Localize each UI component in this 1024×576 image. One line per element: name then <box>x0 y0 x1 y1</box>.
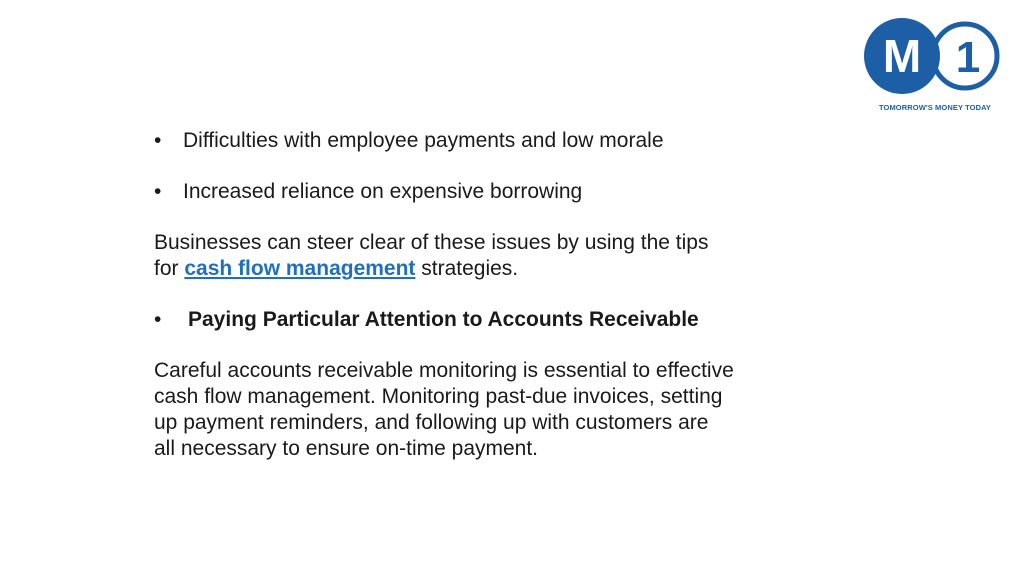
section-heading: Paying Particular Attention to Accounts Receivable <box>188 308 699 331</box>
paragraph-line: cash flow management. Monitoring past-due invoices, setting <box>154 385 723 408</box>
bullet-heading-accounts-receivable <box>154 307 834 333</box>
slide-content <box>154 128 834 462</box>
bullet-item-employee-payments <box>154 128 834 154</box>
bullet-dot: • <box>154 129 162 152</box>
paragraph-tips <box>154 230 834 282</box>
m1-logo <box>862 14 1008 118</box>
paragraph-line: all necessary to ensure on-time payment. <box>154 437 539 460</box>
bullet-dot: • <box>154 308 162 331</box>
cash-flow-management-link[interactable]: cash flow management <box>184 257 416 280</box>
m1-logo-mark <box>862 14 1008 102</box>
paragraph-line: up payment reminders, and following up with customers are <box>154 411 709 434</box>
bullet-item-borrowing <box>154 179 834 205</box>
bullet-dot: • <box>154 180 162 203</box>
paragraph-tips-for: for <box>154 257 179 280</box>
bullet-text: Increased reliance on expensive borrowing <box>183 180 583 203</box>
paragraph-tips-end: strategies. <box>421 257 519 280</box>
paragraph-accounts-receivable <box>154 358 834 462</box>
bullet-text: Difficulties with employee payments and low morale <box>183 129 664 152</box>
paragraph-tips-line1: Businesses can steer clear of these issues by using the tips <box>154 231 709 254</box>
logo-letter-m: M <box>882 30 922 82</box>
logo-number-one: 1 <box>955 33 981 82</box>
logo-tagline: TOMORROW'S MONEY TODAY <box>878 103 992 112</box>
paragraph-line: Careful accounts receivable monitoring is essential to effective <box>154 359 734 382</box>
